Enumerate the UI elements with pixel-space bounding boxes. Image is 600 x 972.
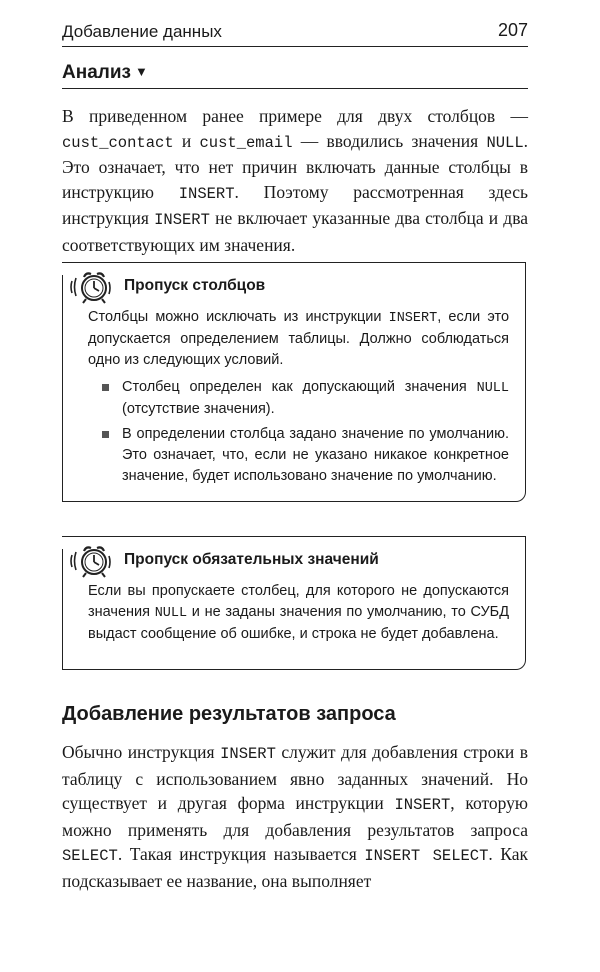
triangle-down-icon: ▼ — [134, 64, 148, 79]
chapter-title: Добавление данных — [62, 22, 222, 41]
code-inline: INSERT — [154, 211, 210, 229]
code-inline: NULL — [154, 606, 188, 621]
code-inline: SELECT — [62, 847, 118, 865]
code-inline: INSERT — [388, 311, 438, 326]
alarm-clock-icon — [70, 269, 114, 305]
note-box-skip-columns — [62, 262, 526, 502]
note-box-skip-required — [62, 536, 526, 670]
page-number: 207 — [497, 20, 528, 40]
list-item: В определении столбца задано значение по умолчанию. Это означает, что, если не указано никакое конкретное значение, будет использовано значение по умолчанию. — [88, 424, 509, 487]
analysis-heading — [62, 62, 528, 89]
square-bullet-icon — [102, 384, 109, 391]
note-body: Если вы пропускаете столбец, для которого не допускаются значения NULL и не заданы значения по умолчанию, то СУБД выдаст сообщение об ошибке, и строка не будет добавлена. — [88, 583, 510, 642]
running-header — [62, 18, 528, 47]
analysis-label: Анализ — [62, 62, 131, 83]
code-inline: NULL — [476, 381, 509, 396]
code-inline: INSERT — [220, 745, 276, 763]
code-inline: INSERT SELECT — [364, 847, 489, 865]
note-intro: Столбцы можно исключать из инструкции INSERT, если это допускается определением таблицы. Должно соблюдаться одно из следующих условий. — [88, 309, 510, 368]
section-heading: Добавление результатов запроса — [62, 703, 396, 725]
code-inline: INSERT — [178, 184, 235, 203]
code-inline: NULL — [486, 133, 524, 152]
code-inline: cust_email — [199, 133, 293, 152]
list-item: Столбец определен как допускающий значения NULL (отсутствие значения). — [88, 377, 509, 420]
code-inline: INSERT — [394, 796, 451, 814]
conditions-list — [88, 377, 509, 487]
analysis-paragraph: В приведенном ранее примере для двух столбцов — cust_contact и cust_email — вводились значения NULL. Это означает, что нет причин включать данные столбцы в инструкцию INSERT. Поэтому рассмотренная здесь инструкция INSERT не включает указанные два столбца и два соответствующих им значения. — [62, 106, 529, 255]
code-inline: cust_contact — [62, 133, 174, 152]
section-paragraph: Обычно инструкция INSERT служит для добавления строки в таблицу с использованием явно заданных значений. Но существует и другая форма инструкции INSERT, которую можно применять для добавления результатов запроса SELECT. Такая инструкция называется INSERT SELECT. Как подсказывает ее название, она выполняет — [62, 742, 529, 891]
note-body — [88, 307, 509, 491]
square-bullet-icon — [102, 431, 109, 438]
note-title: Пропуск обязательных значений — [124, 551, 379, 568]
note-title: Пропуск столбцов — [124, 277, 266, 294]
alarm-clock-icon — [70, 543, 114, 579]
